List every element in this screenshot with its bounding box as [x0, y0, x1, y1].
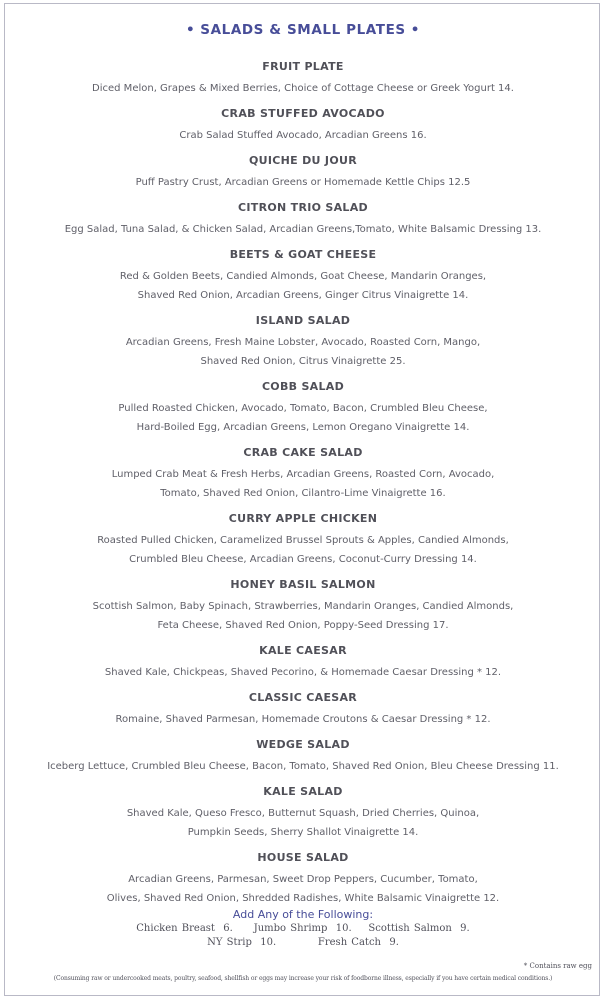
menu-item-kale-caesar: [0, 644, 606, 682]
item-description-line: Arcadian Greens, Fresh Maine Lobster, Avocado, Roasted Corn, Mango,: [125, 337, 481, 348]
menu-item-kale-salad: [0, 785, 606, 842]
item-name: CRAB STUFFED AVOCADO: [221, 107, 385, 120]
item-name: CITRON TRIO SALAD: [238, 201, 368, 214]
menu-item-citron-trio-salad: [0, 201, 606, 239]
item-description-line: Pumpkin Seeds, Sherry Shallot Vinaigrette 14.: [187, 827, 419, 838]
item-name: CURRY APPLE CHICKEN: [228, 512, 378, 525]
item-description-line: Shaved Kale, Chickpeas, Shaved Pecorino, & Homemade Caesar Dressing * 12.: [104, 667, 502, 678]
item-description-line: Hard-Boiled Egg, Arcadian Greens, Lemon Oregano Vinaigrette 14.: [136, 422, 470, 433]
raw-egg-note: * Contains raw egg: [523, 962, 592, 970]
addons-line: NY Strip 10. Fresh Catch 9.: [207, 937, 399, 948]
item-description-line: Tomato, Shaved Red Onion, Cilantro-Lime Vinaigrette 16.: [160, 488, 446, 499]
menu-item-cobb-salad: [0, 380, 606, 437]
item-description-line: Iceberg Lettuce, Crumbled Bleu Cheese, Bacon, Tomato, Shaved Red Onion, Bleu Cheese Dressing 11.: [47, 761, 559, 772]
section-title-text: SALADS & SMALL PLATES: [200, 22, 406, 38]
item-name: KALE CAESAR: [259, 644, 347, 657]
item-description-line: Shaved Kale, Queso Fresco, Butternut Squash, Dried Cherries, Quinoa,: [126, 808, 480, 819]
addons-title: Add Any of the Following:: [232, 908, 374, 921]
item-name: QUICHE DU JOUR: [249, 154, 357, 167]
item-name: WEDGE SALAD: [256, 738, 350, 751]
menu-item-honey-basil-salmon: [0, 578, 606, 635]
item-name: HOUSE SALAD: [257, 851, 349, 864]
item-description-line: Scottish Salmon, Baby Spinach, Strawberries, Mandarin Oranges, Candied Almonds,: [92, 601, 514, 612]
item-description-line: Shaved Red Onion, Arcadian Greens, Ginger Citrus Vinaigrette 14.: [137, 290, 469, 301]
menu-item-island-salad: [0, 314, 606, 371]
item-description-line: Red & Golden Beets, Candied Almonds, Goat Cheese, Mandarin Oranges,: [119, 271, 487, 282]
item-description-line: Lumped Crab Meat & Fresh Herbs, Arcadian Greens, Roasted Corn, Avocado,: [111, 469, 495, 480]
title-dot-left: •: [186, 22, 196, 38]
menu-item-crab-stuffed-avocado: [0, 107, 606, 145]
menu-item-wedge-salad: [0, 738, 606, 776]
menu-item-crab-cake-salad: [0, 446, 606, 503]
item-name: FRUIT PLATE: [262, 60, 344, 73]
item-description-line: Shaved Red Onion, Citrus Vinaigrette 25.: [200, 356, 406, 367]
item-description-line: Roasted Pulled Chicken, Caramelized Brussel Sprouts & Apples, Candied Almonds,: [97, 535, 509, 546]
item-name: CLASSIC CAESAR: [248, 691, 358, 704]
menu-item-house-salad: [0, 851, 606, 908]
item-description-line: Crumbled Bleu Cheese, Arcadian Greens, Coconut-Curry Dressing 14.: [129, 554, 477, 565]
item-description-line: Diced Melon, Grapes & Mixed Berries, Choice of Cottage Cheese or Greek Yogurt 14.: [92, 83, 514, 94]
item-name: KALE SALAD: [263, 785, 343, 798]
title-dot-right: •: [410, 22, 420, 38]
item-description-line: Puff Pastry Crust, Arcadian Greens or Homemade Kettle Chips 12.5: [135, 177, 471, 188]
food-safety-disclaimer: (Consuming raw or undercooked meats, poultry, seafood, shellfish or eggs may increase your risk of foodborne illness, especially if you have certain medical conditions.): [53, 975, 553, 982]
addons-line: Chicken Breast 6. Jumbo Shrimp 10. Scottish Salmon 9.: [136, 923, 470, 934]
menu-item-classic-caesar: [0, 691, 606, 729]
item-name: BEETS & GOAT CHEESE: [229, 248, 377, 261]
item-name: ISLAND SALAD: [255, 314, 351, 327]
menu-items: [0, 60, 606, 917]
item-description-line: Olives, Shaved Red Onion, Shredded Radishes, White Balsamic Vinaigrette 12.: [106, 893, 500, 904]
item-description-line: Romaine, Shaved Parmesan, Homemade Croutons & Caesar Dressing * 12.: [115, 714, 491, 725]
item-description-line: Egg Salad, Tuna Salad, & Chicken Salad, Arcadian Greens,Tomato, White Balsamic Dressing 13.: [64, 224, 542, 235]
menu-item-curry-apple-chicken: [0, 512, 606, 569]
item-name: HONEY BASIL SALMON: [230, 578, 376, 591]
menu-item-fruit-plate: [0, 60, 606, 98]
menu-item-quiche-du-jour: [0, 154, 606, 192]
item-description-line: Crab Salad Stuffed Avocado, Arcadian Greens 16.: [179, 130, 427, 141]
item-name: COBB SALAD: [261, 380, 345, 393]
menu-item-beets-goat-cheese: [0, 248, 606, 305]
item-description-line: Arcadian Greens, Parmesan, Sweet Drop Peppers, Cucumber, Tomato,: [128, 874, 478, 885]
item-name: CRAB CAKE SALAD: [243, 446, 363, 459]
item-description-line: Pulled Roasted Chicken, Avocado, Tomato, Bacon, Crumbled Bleu Cheese,: [118, 403, 488, 414]
section-title: [0, 22, 606, 38]
addons-section: [0, 908, 606, 950]
item-description-line: Feta Cheese, Shaved Red Onion, Poppy-Seed Dressing 17.: [157, 620, 449, 631]
